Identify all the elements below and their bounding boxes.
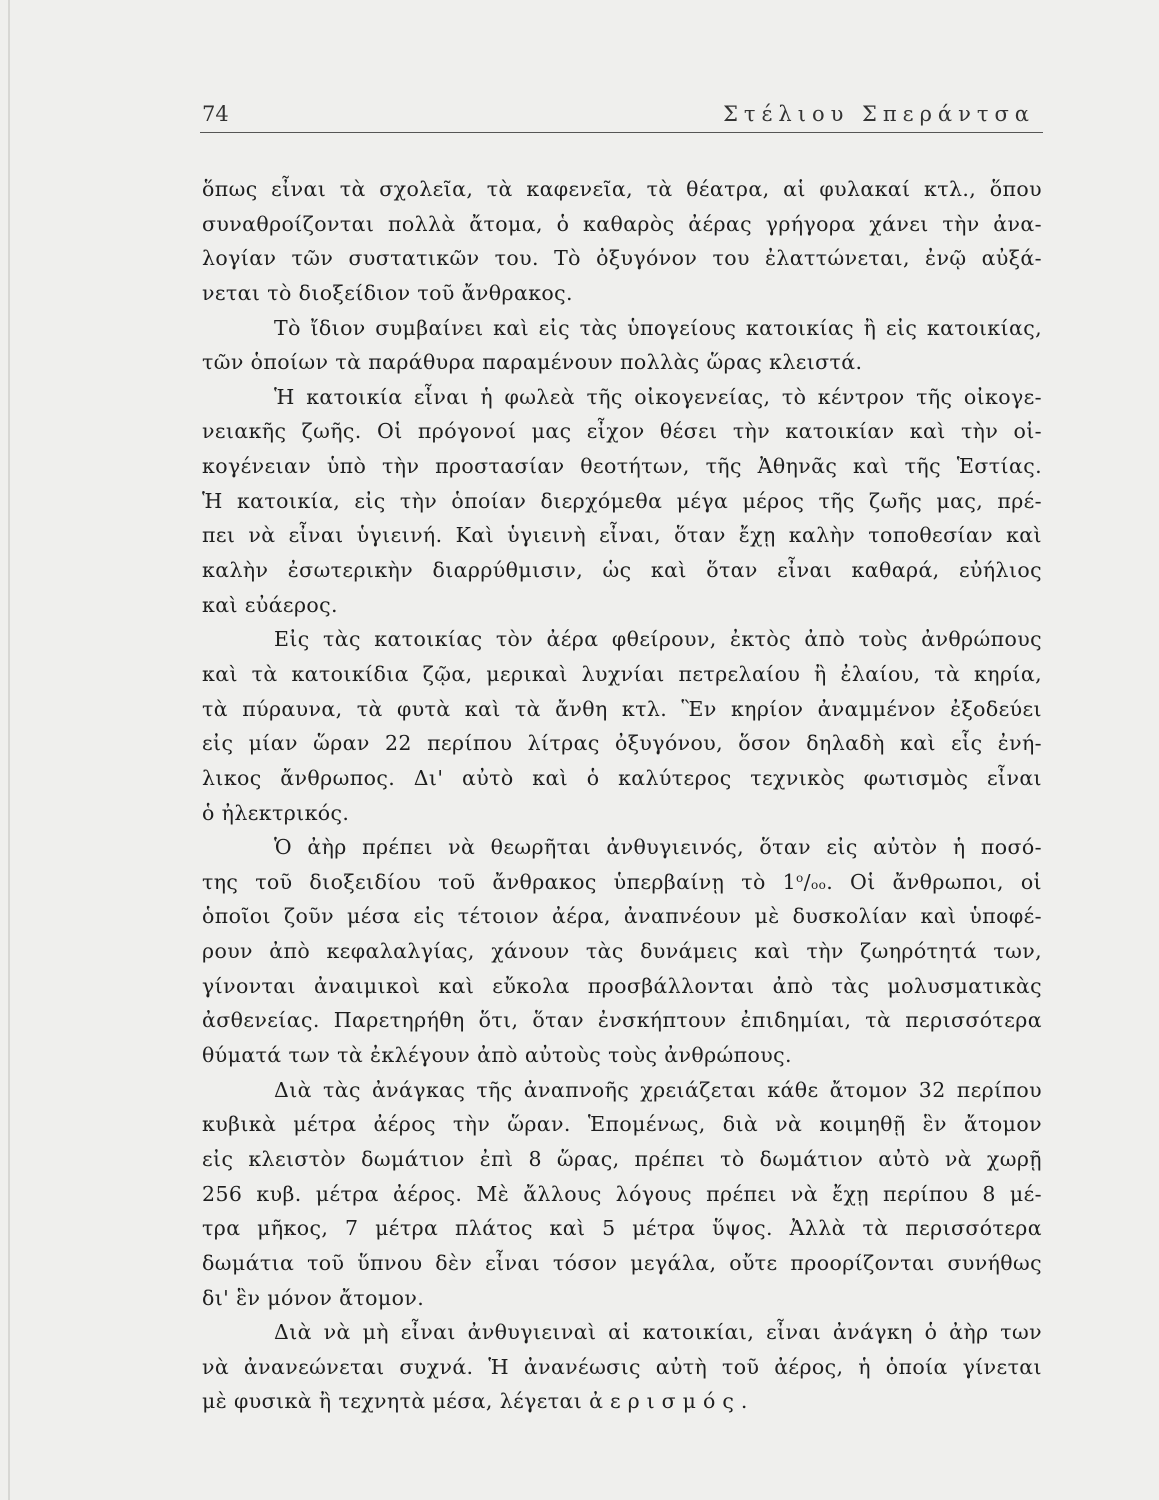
text-line: θύματά των τὰ ἐκλέγουν ἀπὸ αὐτοὺς τοὺς ἀνθρώπους. xyxy=(202,1043,792,1068)
text-line: ὁποῖοι ζοῦν μέσα εἰς τέτοιον ἀέρα, ἀναπνέουν μὲ δυσκολίαν καὶ ὑποφέ- xyxy=(202,904,1042,929)
text-line: Ὁ ἀὴρ πρέπει νὰ θεωρῆται ἀνθυγιεινός, ὅταν εἰς αὐτὸν ἡ ποσό- xyxy=(274,835,1042,860)
text-line: εἰς μίαν ὥραν 22 περίπου λίτρας ὀξυγόνου, ὅσον δηλαδὴ καὶ εἷς ἐνή- xyxy=(202,731,1042,756)
page-header xyxy=(200,102,1043,133)
text-line: δωμάτια τοῦ ὕπνου δὲν εἶναι τόσον μεγάλα, οὔτε προορίζονται συνήθως xyxy=(202,1250,1042,1275)
text-segment: της τοῦ διοξειδίου τοῦ ἄνθρακος ὑπερβαίνῃ τὸ 1 xyxy=(202,869,797,894)
text-segment: μὲ φυσικὰ ἢ τεχνητὰ μέσα, λέγεται xyxy=(202,1389,590,1414)
text-line: ἀσθενείας. Παρετηρήθη ὅτι, ὅταν ἐνσκήπτουν ἐπιδημίαι, τὰ περισσότερα xyxy=(202,1008,1042,1033)
text-line: εἰς κλειστὸν δωμάτιον ἐπὶ 8 ὥρας, πρέπει τὸ δωμάτιον αὐτὸ νὰ χωρῇ xyxy=(202,1146,1042,1171)
page-number: 74 xyxy=(202,102,229,126)
per-mille-slash: / xyxy=(803,869,811,894)
text-line-with-fraction xyxy=(202,865,1042,900)
text-segment: . xyxy=(740,1389,748,1414)
text-segment: . Οἱ ἄνθρωποι, οἱ xyxy=(826,869,1042,894)
text-line: νὰ ἀνανεώνεται συχνά. Ἡ ἀνανέωσις αὐτὴ τοῦ ἀέρος, ἡ ὁποία γίνεται xyxy=(202,1354,1042,1379)
text-line: καὶ τὰ κατοικίδια ζῷα, μερικαὶ λυχνίαι πετρελαίου ἢ ἐλαίου, τὰ κηρία, xyxy=(202,661,1042,686)
text-line: Τὸ ἴδιον συμβαίνει καὶ εἰς τὰς ὑπογείους κατοικίας ἢ εἰς κατοικίας, xyxy=(274,315,1042,340)
text-line: ὅπως εἶναι τὰ σχολεῖα, τὰ καφενεῖα, τὰ θέατρα, αἱ φυλακαί κτλ., ὅπου xyxy=(202,177,1042,201)
text-line: γίνονται ἀναιμικοὶ καὶ εὔκολα προσβάλλονται ἀπὸ τὰς μολυσματικὰς xyxy=(202,973,1042,998)
text-line: κυβικὰ μέτρα ἀέρος τὴν ὥραν. Ἑπομένως, διὰ νὰ κοιμηθῇ ἓν ἄτομον xyxy=(202,1112,1042,1137)
text-line: ρουν ἀπὸ κεφαλαλγίας, χάνουν τὰς δυνάμεις καὶ τὴν ζωηρότητά των, xyxy=(202,939,1042,964)
text-line: 256 κυβ. μέτρα ἀέρος. Μὲ ἄλλους λόγους πρέπει νὰ ἔχῃ περίπου 8 μέ- xyxy=(202,1181,1042,1206)
body-text xyxy=(202,172,1042,1419)
spaced-term: ἀερισμός xyxy=(589,1389,741,1414)
text-line: Διὰ τὰς ἀνάγκας τῆς ἀναπνοῆς χρειάζεται κάθε ἄτομον 32 περίπου xyxy=(274,1077,1042,1102)
text-line: τρα μῆκος, 7 μέτρα πλάτος καὶ 5 μέτρα ὕψος. Ἀλλὰ τὰ περισσότερα xyxy=(202,1216,1042,1241)
text-line: Εἰς τὰς κατοικίας τὸν ἀέρα φθείρουν, ἐκτὸς ἀπὸ τοὺς ἀνθρώπους xyxy=(274,627,1042,652)
text-line-with-term xyxy=(202,1384,1042,1419)
text-line: καλὴν ἐσωτερικὴν διαρρύθμισιν, ὡς καὶ ὅταν εἶναι καθαρά, εὐήλιος xyxy=(202,558,1042,583)
text-line: τὰ πύραυνα, τὰ φυτὰ καὶ τὰ ἄνθη κτλ. Ἓν κηρίον ἀναμμένον ἐξοδεύει xyxy=(202,696,1042,721)
per-mille-superscript: ο xyxy=(796,870,804,885)
text-line: κογένειαν ὑπὸ τὴν προστασίαν θεοτήτων, τῆς Ἀθηνᾶς καὶ τῆς Ἑστίας. xyxy=(202,454,1042,479)
text-line: λικος ἄνθρωπος. Δι' αὐτὸ καὶ ὁ καλύτερος τεχνικὸς φωτισμὸς εἶναι xyxy=(202,765,1042,790)
text-line: λογίαν τῶν συστατικῶν του. Τὸ ὀξυγόνον του ἐλαττώνεται, ἐνῷ αὐξά- xyxy=(202,246,1042,271)
per-mille-subscript: οο xyxy=(810,877,827,892)
text-line: ὁ ἠλεκτρικός. xyxy=(202,800,350,825)
text-line: Ἡ κατοικία εἶναι ἡ φωλεὰ τῆς οἰκογενείας, τὸ κέντρον τῆς οἰκογε- xyxy=(274,384,1042,409)
running-head: Στέλιου Σπεράντσα xyxy=(723,102,1035,126)
text-line: συναθροίζονται πολλὰ ἄτομα, ὁ καθαρὸς ἀέρας γρήγορα χάνει τὴν ἀνα- xyxy=(202,211,1042,236)
text-line: δι' ἓν μόνον ἄτομον. xyxy=(202,1285,425,1310)
text-line: πει νὰ εἶναι ὑγιεινή. Καὶ ὑγιεινὴ εἶναι, ὅταν ἔχῃ καλὴν τοποθεσίαν καὶ xyxy=(202,523,1042,548)
text-line: νεται τὸ διοξείδιον τοῦ ἄνθρακος. xyxy=(202,280,573,305)
text-line: νειακῆς ζωῆς. Οἱ πρόγονοί μας εἶχον θέσει τὴν κατοικίαν καὶ τὴν οἰ- xyxy=(202,419,1042,444)
text-line: Ἡ κατοικία, εἰς τὴν ὁποίαν διερχόμεθα μέγα μέρος τῆς ζωῆς μας, πρέ- xyxy=(202,488,1042,513)
text-line: τῶν ὁποίων τὰ παράθυρα παραμένουν πολλὰς ὥρας κλειστά. xyxy=(202,350,863,375)
text-line: Διὰ νὰ μὴ εἶναι ἀνθυγιειναὶ αἱ κατοικίαι, εἶναι ἀνάγκη ὁ ἀὴρ των xyxy=(274,1320,1042,1345)
text-line: καὶ εὐάερος. xyxy=(202,592,338,617)
binding-edge xyxy=(8,0,10,1500)
